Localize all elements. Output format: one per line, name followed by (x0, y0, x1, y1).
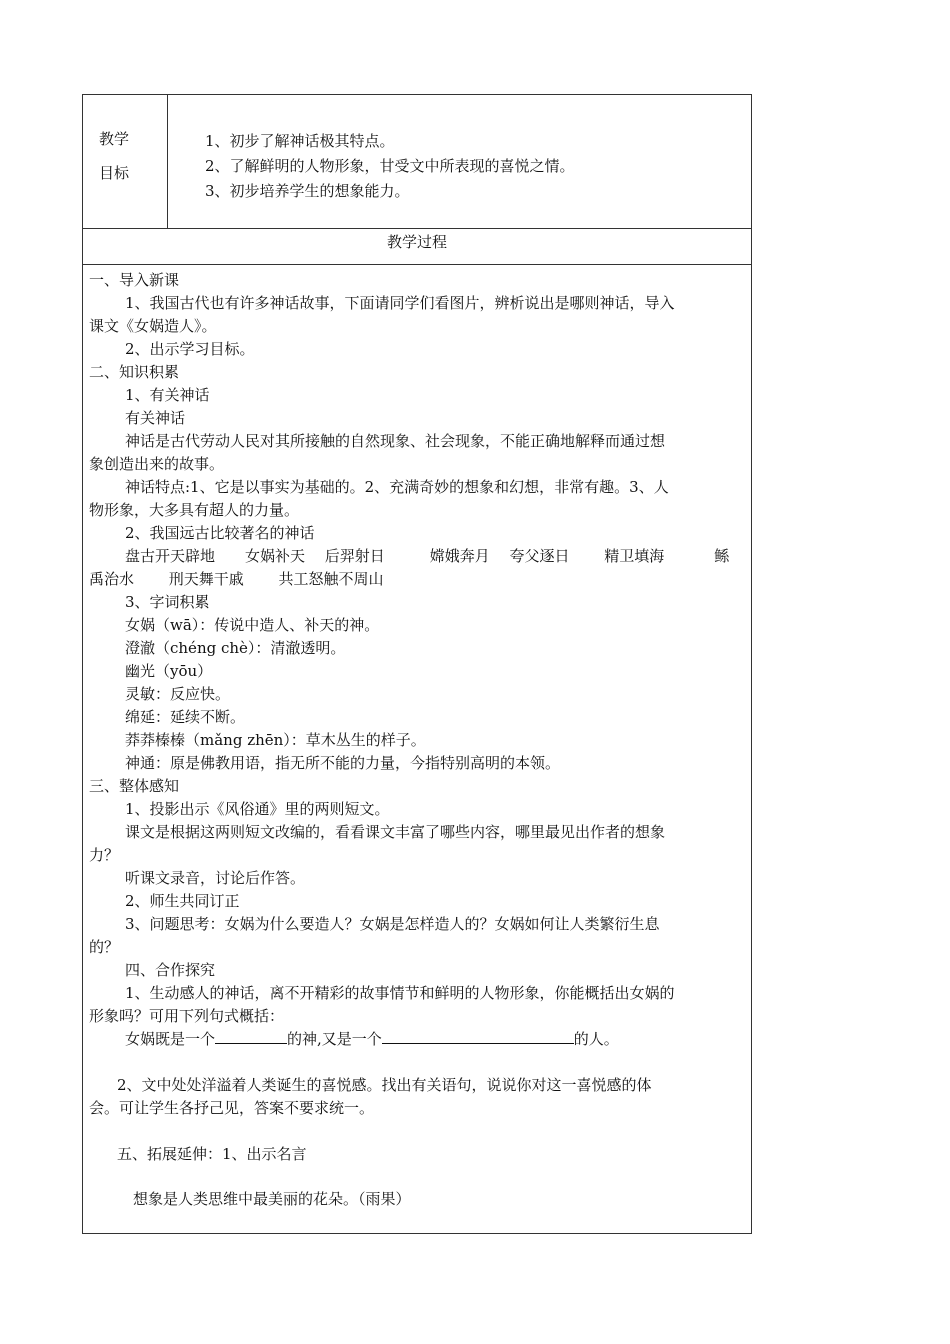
heading-line: 五、拓展延伸：1、出示名言 (117, 1145, 307, 1163)
text-line: 禹治水 刑天舞干戚 共工怒触不周山 (89, 570, 384, 588)
goals-label-cell (83, 95, 168, 229)
goal-item: 2、了解鲜明的人物形象，甘受文中所表现的喜悦之情。 (205, 157, 575, 175)
text-line: 女娲（wā）：传说中造人、补天的神。 (125, 616, 380, 634)
text-line: 绵延：延续不断。 (125, 708, 246, 726)
text-line: 澄澈（chéng chè）：清澈透明。 (125, 639, 346, 657)
text-line: 1、有关神话 (125, 386, 210, 404)
process-title: 教学过程 (386, 233, 447, 251)
text-line: 象创造出来的故事。 (89, 455, 225, 473)
divider (83, 228, 751, 229)
heading-line: 四、合作探究 (125, 961, 216, 979)
text-line: 1、我国古代也有许多神话故事，下面请同学们看图片，辨析说出是哪则神话，导入 (125, 294, 675, 312)
text-line: 幽光（yōu） (125, 662, 213, 680)
heading-line: 二、知识积累 (89, 363, 180, 381)
heading-line: 一、导入新课 (89, 271, 180, 289)
fill-blank (382, 1029, 574, 1044)
goals-label-bottom: 目标 (99, 164, 130, 182)
quote-line: 想象是人类思维中最美丽的花朵。（雨果） (133, 1190, 411, 1208)
text-line: 有关神话 (125, 409, 186, 427)
fill-in-sentence: 女娲既是一个 的神,又是一个 的人。 (125, 1030, 619, 1048)
text-line: 的？ (89, 938, 120, 956)
text-line: 2、文中处处洋溢着人类诞生的喜悦感。找出有关语句，说说你对这一喜悦感的体 (117, 1076, 652, 1094)
text-line: 盘古开天辟地 女娲补天 后羿射日 嫦娥奔月 夸父逐日 精卫填海 鲧 (125, 547, 730, 565)
fill-blank (215, 1029, 287, 1044)
text-line: 3、问题思考：女娲为什么要造人？女娲是怎样造人的？女娲如何让人类繁衍生息 (125, 915, 660, 933)
text-line: 1、生动感人的神话，离不开精彩的故事情节和鲜明的人物形象，你能概括出女娲的 (125, 984, 675, 1002)
text-line: 2、出示学习目标。 (125, 340, 255, 358)
text-line: 形象吗？可用下列句式概括： (89, 1007, 285, 1025)
text-line: 2、师生共同订正 (125, 892, 240, 910)
lesson-plan-table (82, 94, 752, 1234)
text-line: 物形象，大多具有超人的力量。 (89, 501, 300, 519)
text-line: 课文《女娲造人》。 (89, 317, 217, 335)
text-line: 莽莽榛榛（mǎng zhēn）：草木丛生的样子。 (125, 731, 426, 749)
goal-item: 1、初步了解神话极其特点。 (205, 132, 395, 150)
text-line: 神话是古代劳动人民对其所接触的自然现象、社会现象，不能正确地解释而通过想 (125, 432, 666, 450)
heading-line: 三、整体感知 (89, 777, 180, 795)
goal-item: 3、初步培养学生的想象能力。 (205, 182, 410, 200)
text-line: 2、我国远古比较著名的神话 (125, 524, 315, 542)
goals-list (205, 129, 575, 204)
text-line: 神通：原是佛教用语，指无所不能的力量，今指特别高明的本领。 (125, 754, 561, 772)
text-line: 灵敏：反应快。 (125, 685, 231, 703)
text-line: 会。可让学生各抒己见，答案不要求统一。 (89, 1099, 375, 1117)
text-line: 力？ (89, 846, 120, 864)
text-line: 3、字词积累 (125, 593, 210, 611)
text-line: 神话特点:1、它是以事实为基础的。2、充满奇妙的想象和幻想，非常有趣。3、人 (125, 478, 669, 496)
text-line: 听课文录音，讨论后作答。 (125, 869, 306, 887)
divider (83, 264, 751, 265)
goals-label-top: 教学 (99, 130, 130, 148)
text-line: 1、投影出示《风俗通》里的两则短文。 (125, 800, 390, 818)
text-line: 课文是根据这两则短文改编的，看看课文丰富了哪些内容，哪里最见出作者的想象 (125, 823, 666, 841)
